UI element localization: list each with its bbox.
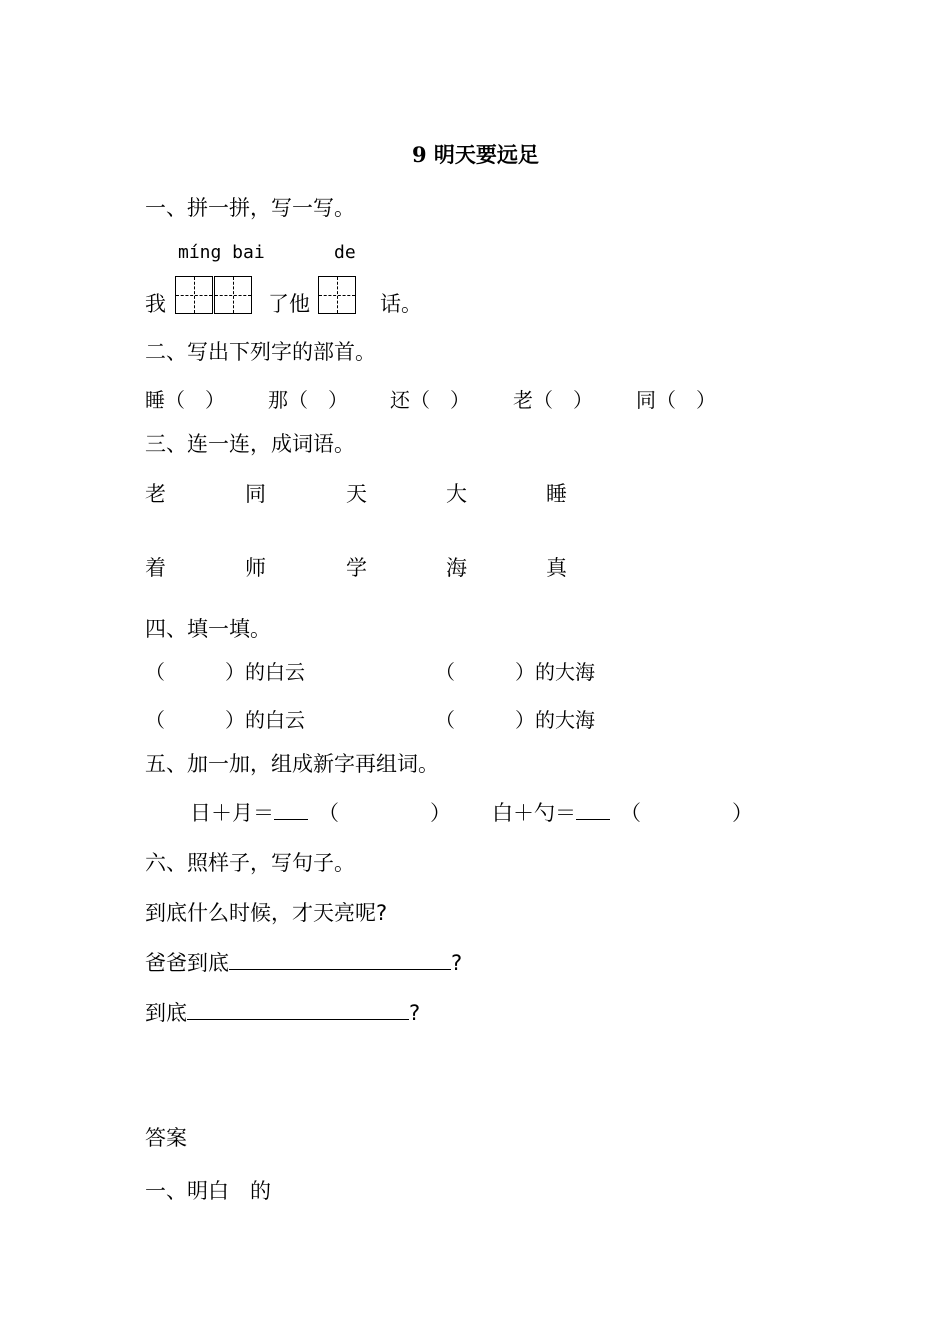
fill-item[interactable]: （ ）的大海: [435, 708, 595, 732]
sentence-line-1: [145, 947, 462, 977]
radical-item[interactable]: 睡（ ）: [145, 388, 225, 412]
match-bottom-char[interactable]: 着: [145, 556, 166, 580]
sentence-blank[interactable]: [229, 951, 451, 970]
match-top-char[interactable]: 同: [245, 482, 266, 506]
answer-line-1: 一、明白 的: [145, 1179, 271, 1203]
q4-heading: 四、填一填。: [145, 617, 271, 641]
answers-heading: 答案: [145, 1126, 187, 1150]
paren-close: ）: [430, 801, 451, 825]
sentence-line-2: [145, 997, 420, 1027]
fill-item[interactable]: （ ）的大海: [435, 660, 595, 684]
q6-heading: 六、照样子，写句子。: [145, 851, 355, 875]
writing-box-3[interactable]: [318, 276, 356, 314]
answer-blank[interactable]: [274, 801, 308, 820]
q1-middle: 了他: [268, 292, 310, 316]
q1-prefix: 我: [145, 292, 166, 316]
sentence-line-1-prefix: 爸爸到底: [145, 951, 229, 975]
equation-1-text: 日＋月＝: [190, 801, 274, 825]
q1-heading: 一、拼一拼，写一写。: [145, 196, 355, 220]
writing-box-1[interactable]: [175, 276, 213, 314]
match-bottom-char[interactable]: 师: [245, 556, 266, 580]
question-mark: ?: [409, 1001, 421, 1025]
match-bottom-char[interactable]: 真: [546, 556, 567, 580]
fill-item[interactable]: （ ）的白云: [145, 660, 305, 684]
radical-item[interactable]: 还（ ）: [390, 388, 470, 412]
q1-pinyin-2: de: [334, 242, 356, 263]
match-top-char[interactable]: 睡: [546, 482, 567, 506]
q1-pinyin-1: míng bai: [178, 242, 265, 263]
question-mark: ?: [451, 951, 463, 975]
equation-2: [492, 797, 610, 827]
match-top-char[interactable]: 天: [346, 482, 367, 506]
q3-heading: 三、连一连，成词语。: [145, 432, 355, 456]
q5-heading: 五、加一加，组成新字再组词。: [145, 752, 439, 776]
q2-heading: 二、写出下列字的部首。: [145, 340, 376, 364]
writing-box-2[interactable]: [214, 276, 252, 314]
paren-open: （: [318, 801, 339, 825]
example-sentence: 到底什么时候，才天亮呢?: [145, 901, 388, 925]
fill-item[interactable]: （ ）的白云: [145, 708, 305, 732]
sentence-line-2-prefix: 到底: [145, 1001, 187, 1025]
radical-item[interactable]: 老（ ）: [513, 388, 593, 412]
match-bottom-char[interactable]: 海: [446, 556, 467, 580]
answer-blank[interactable]: [576, 801, 610, 820]
q1-suffix: 话。: [380, 292, 422, 316]
equation-1: [190, 797, 308, 827]
page-title: 9 明天要远足: [412, 142, 539, 167]
radical-item[interactable]: 同（ ）: [636, 388, 716, 412]
paren-close: ）: [732, 801, 753, 825]
equation-2-text: 白＋勺＝: [492, 801, 576, 825]
paren-open: （: [620, 801, 641, 825]
match-top-char[interactable]: 老: [145, 482, 166, 506]
match-bottom-char[interactable]: 学: [346, 556, 367, 580]
match-top-char[interactable]: 大: [446, 482, 467, 506]
radical-item[interactable]: 那（ ）: [268, 388, 348, 412]
sentence-blank[interactable]: [187, 1001, 409, 1020]
